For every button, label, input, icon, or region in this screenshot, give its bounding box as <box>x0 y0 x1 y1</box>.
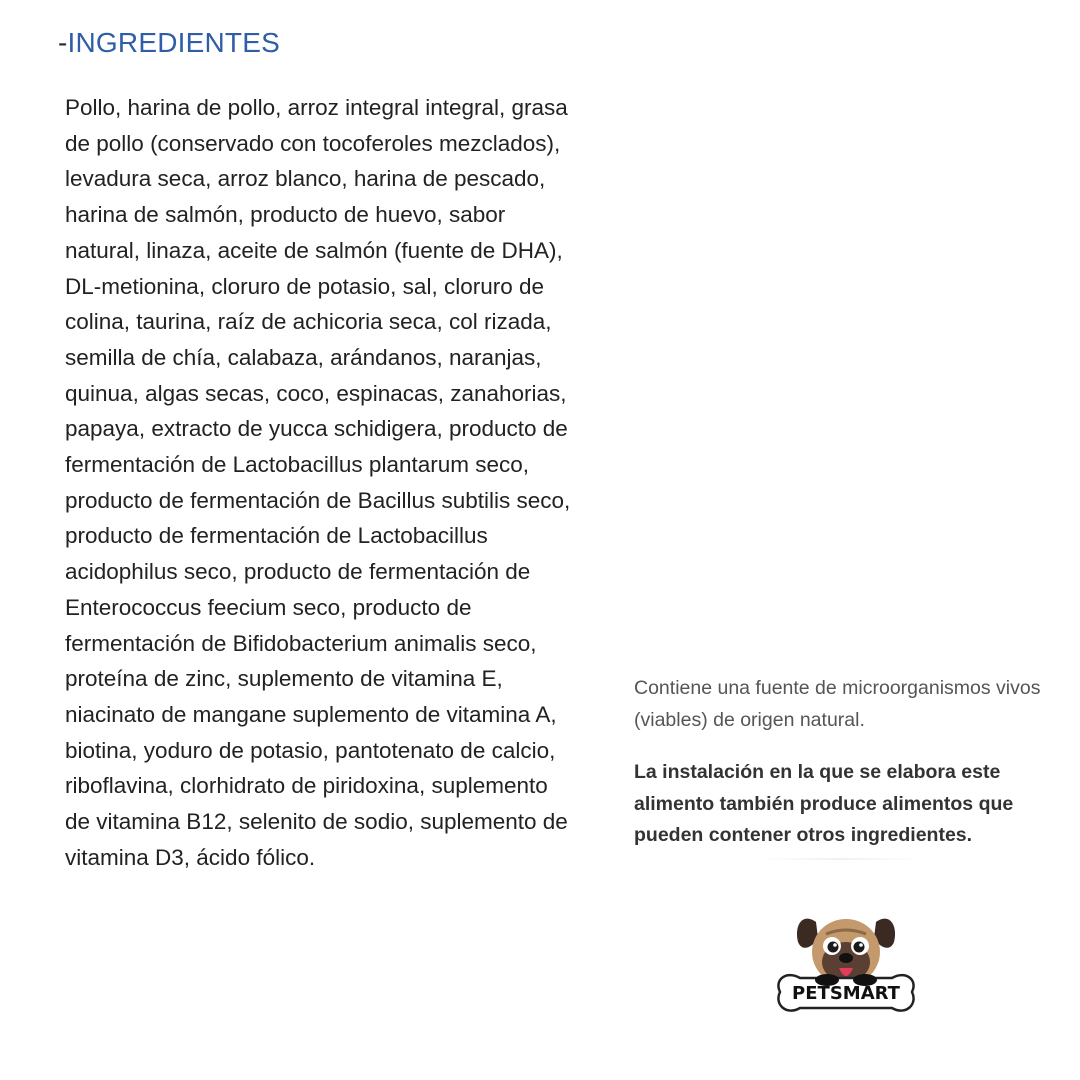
probiotics-note: Contiene una fuente de microorganismos vivos (viables) de origen natural. <box>634 677 1041 731</box>
ingredients-list: Pollo, harina de pollo, arroz integral integral, grasa de pollo (conservado con tocoferoles mezclados), levadura seca, arroz blanco, harina de pescado, harina de salmón, producto de huevo, sabor natural, linaza, aceite de salmón (fuente de DHA), DL-metionina, cloruro de potasio, sal, cloruro de colina, taurina, raíz de achicoria seca, col rizada, semilla de chía, calabaza, arándanos, naranjas, quinua, algas secas, coco, espinacas, zanahorias, papaya, extracto de yucca schidigera, producto de fermentación de Lactobacillus plantarum seco, producto de fermentación de Bacillus subtilis seco, producto de fermentación de Lactobacillus acidophilus seco, producto de fermentación de Enterococcus feecium seco, producto de fermentación de Bifidobacterium animalis seco, proteína de zinc, suplemento de vitamina E, niacinato de mangane suplemento de vitamina A, biotina, yoduro de potasio, pantotenato de calcio, riboflavina, clorhidrato de piridoxina, suplemento de vitamina B12, selenito de sodio, suplemento de vitamina D3, ácido fólico. <box>65 95 571 870</box>
heading-title: INGREDIENTES <box>67 27 280 58</box>
heading-prefix: - <box>58 27 68 58</box>
pug-dog-icon <box>772 908 920 1038</box>
section-heading <box>58 26 280 60</box>
petsmart-logo <box>772 908 920 1038</box>
brand-text: PETSMART <box>792 983 900 1004</box>
divider <box>758 858 923 860</box>
allergen-warning: La instalación en la que se elabora este alimento también produce alimentos que pueden contener otros ingredientes. <box>634 761 1014 846</box>
